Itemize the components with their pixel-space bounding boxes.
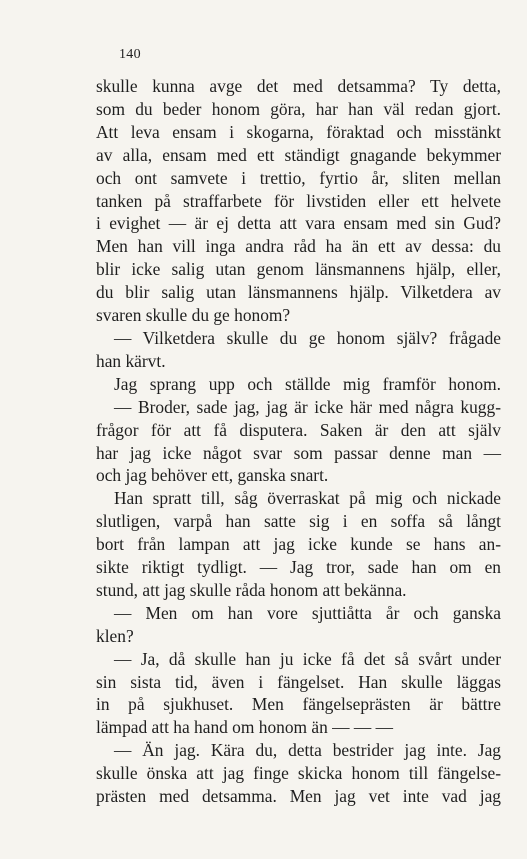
text-line: frågor för att få disputera. Saken är den att själv	[96, 419, 501, 440]
text-line: Att leva ensam i skogarna, föraktad och misstänkt	[96, 121, 501, 142]
text-line: skulle kunna avge det med detsamma? Ty detta,	[96, 76, 501, 96]
text-line: — Än jag. Kära du, detta bestrider jag inte. Jag	[114, 740, 501, 761]
text-line: stund, att jag skulle råda honom att bekänna.	[96, 579, 407, 600]
text-line: du blir salig utan länsmannens hjälp. Vilketdera av	[96, 282, 501, 303]
text-line: — Ja, då skulle han ju icke få det så svårt under	[114, 648, 501, 669]
text-line: slutligen, varpå han satte sig i en soffa så långt	[96, 511, 501, 532]
text-line: — Men om han vore sjuttiåtta år och ganska	[114, 602, 501, 623]
text-line: — Broder, sade jag, jag är icke här med några kugg-	[114, 396, 501, 417]
text-line: Han spratt till, såg överraskat på mig och nickade	[114, 488, 501, 509]
text-line: in på sjukhuset. Men fängelseprästen är bättre	[96, 694, 501, 715]
text-line: lämpad att ha hand om honom än — — —	[96, 717, 394, 738]
text-line: och ont samvete i trettio, fyrtio år, sliten mellan	[96, 167, 501, 188]
text-line: — Vilketdera skulle du ge honom själv? frågade	[114, 327, 501, 348]
text-line: Jag sprang upp och ställde mig framför honom.	[114, 373, 501, 394]
text-line: tanken på straffarbete för livstiden eller ett helvete	[96, 190, 501, 211]
text-line: sin sista tid, även i fängelset. Han skulle läggas	[96, 671, 501, 692]
text-line: Men han vill inga andra råd ha än ett av dessa: du	[96, 236, 501, 257]
text-line: sikte riktigt tydligt. — Jag tror, sade han om en	[96, 557, 501, 578]
text-line: har jag icke något svar som passar denne man —	[96, 442, 501, 463]
body-text	[96, 75, 501, 808]
text-line: klen?	[96, 625, 134, 646]
text-line: som du beder honom göra, har han väl redan gjort.	[96, 98, 501, 119]
text-line: av alla, ensam med ett ständigt gnagande bekymmer	[96, 144, 501, 165]
text-line: blir icke salig utan genom länsmannens hjälp, eller,	[96, 259, 501, 280]
text-line: i evighet — är ej detta att vara ensam med sin Gud?	[96, 213, 501, 234]
text-line: han kärvt.	[96, 350, 166, 371]
page-number: 140	[119, 47, 141, 62]
text-line: prästen med detsamma. Men jag vet inte vad jag	[96, 786, 501, 807]
text-line: bort från lampan att jag icke kunde se hans an-	[96, 534, 501, 555]
text-line: svaren skulle du ge honom?	[96, 305, 291, 326]
text-line: och jag behöver ett, ganska snart.	[96, 465, 329, 486]
text-line: skulle önska att jag finge skicka honom till fängelse-	[96, 763, 501, 784]
